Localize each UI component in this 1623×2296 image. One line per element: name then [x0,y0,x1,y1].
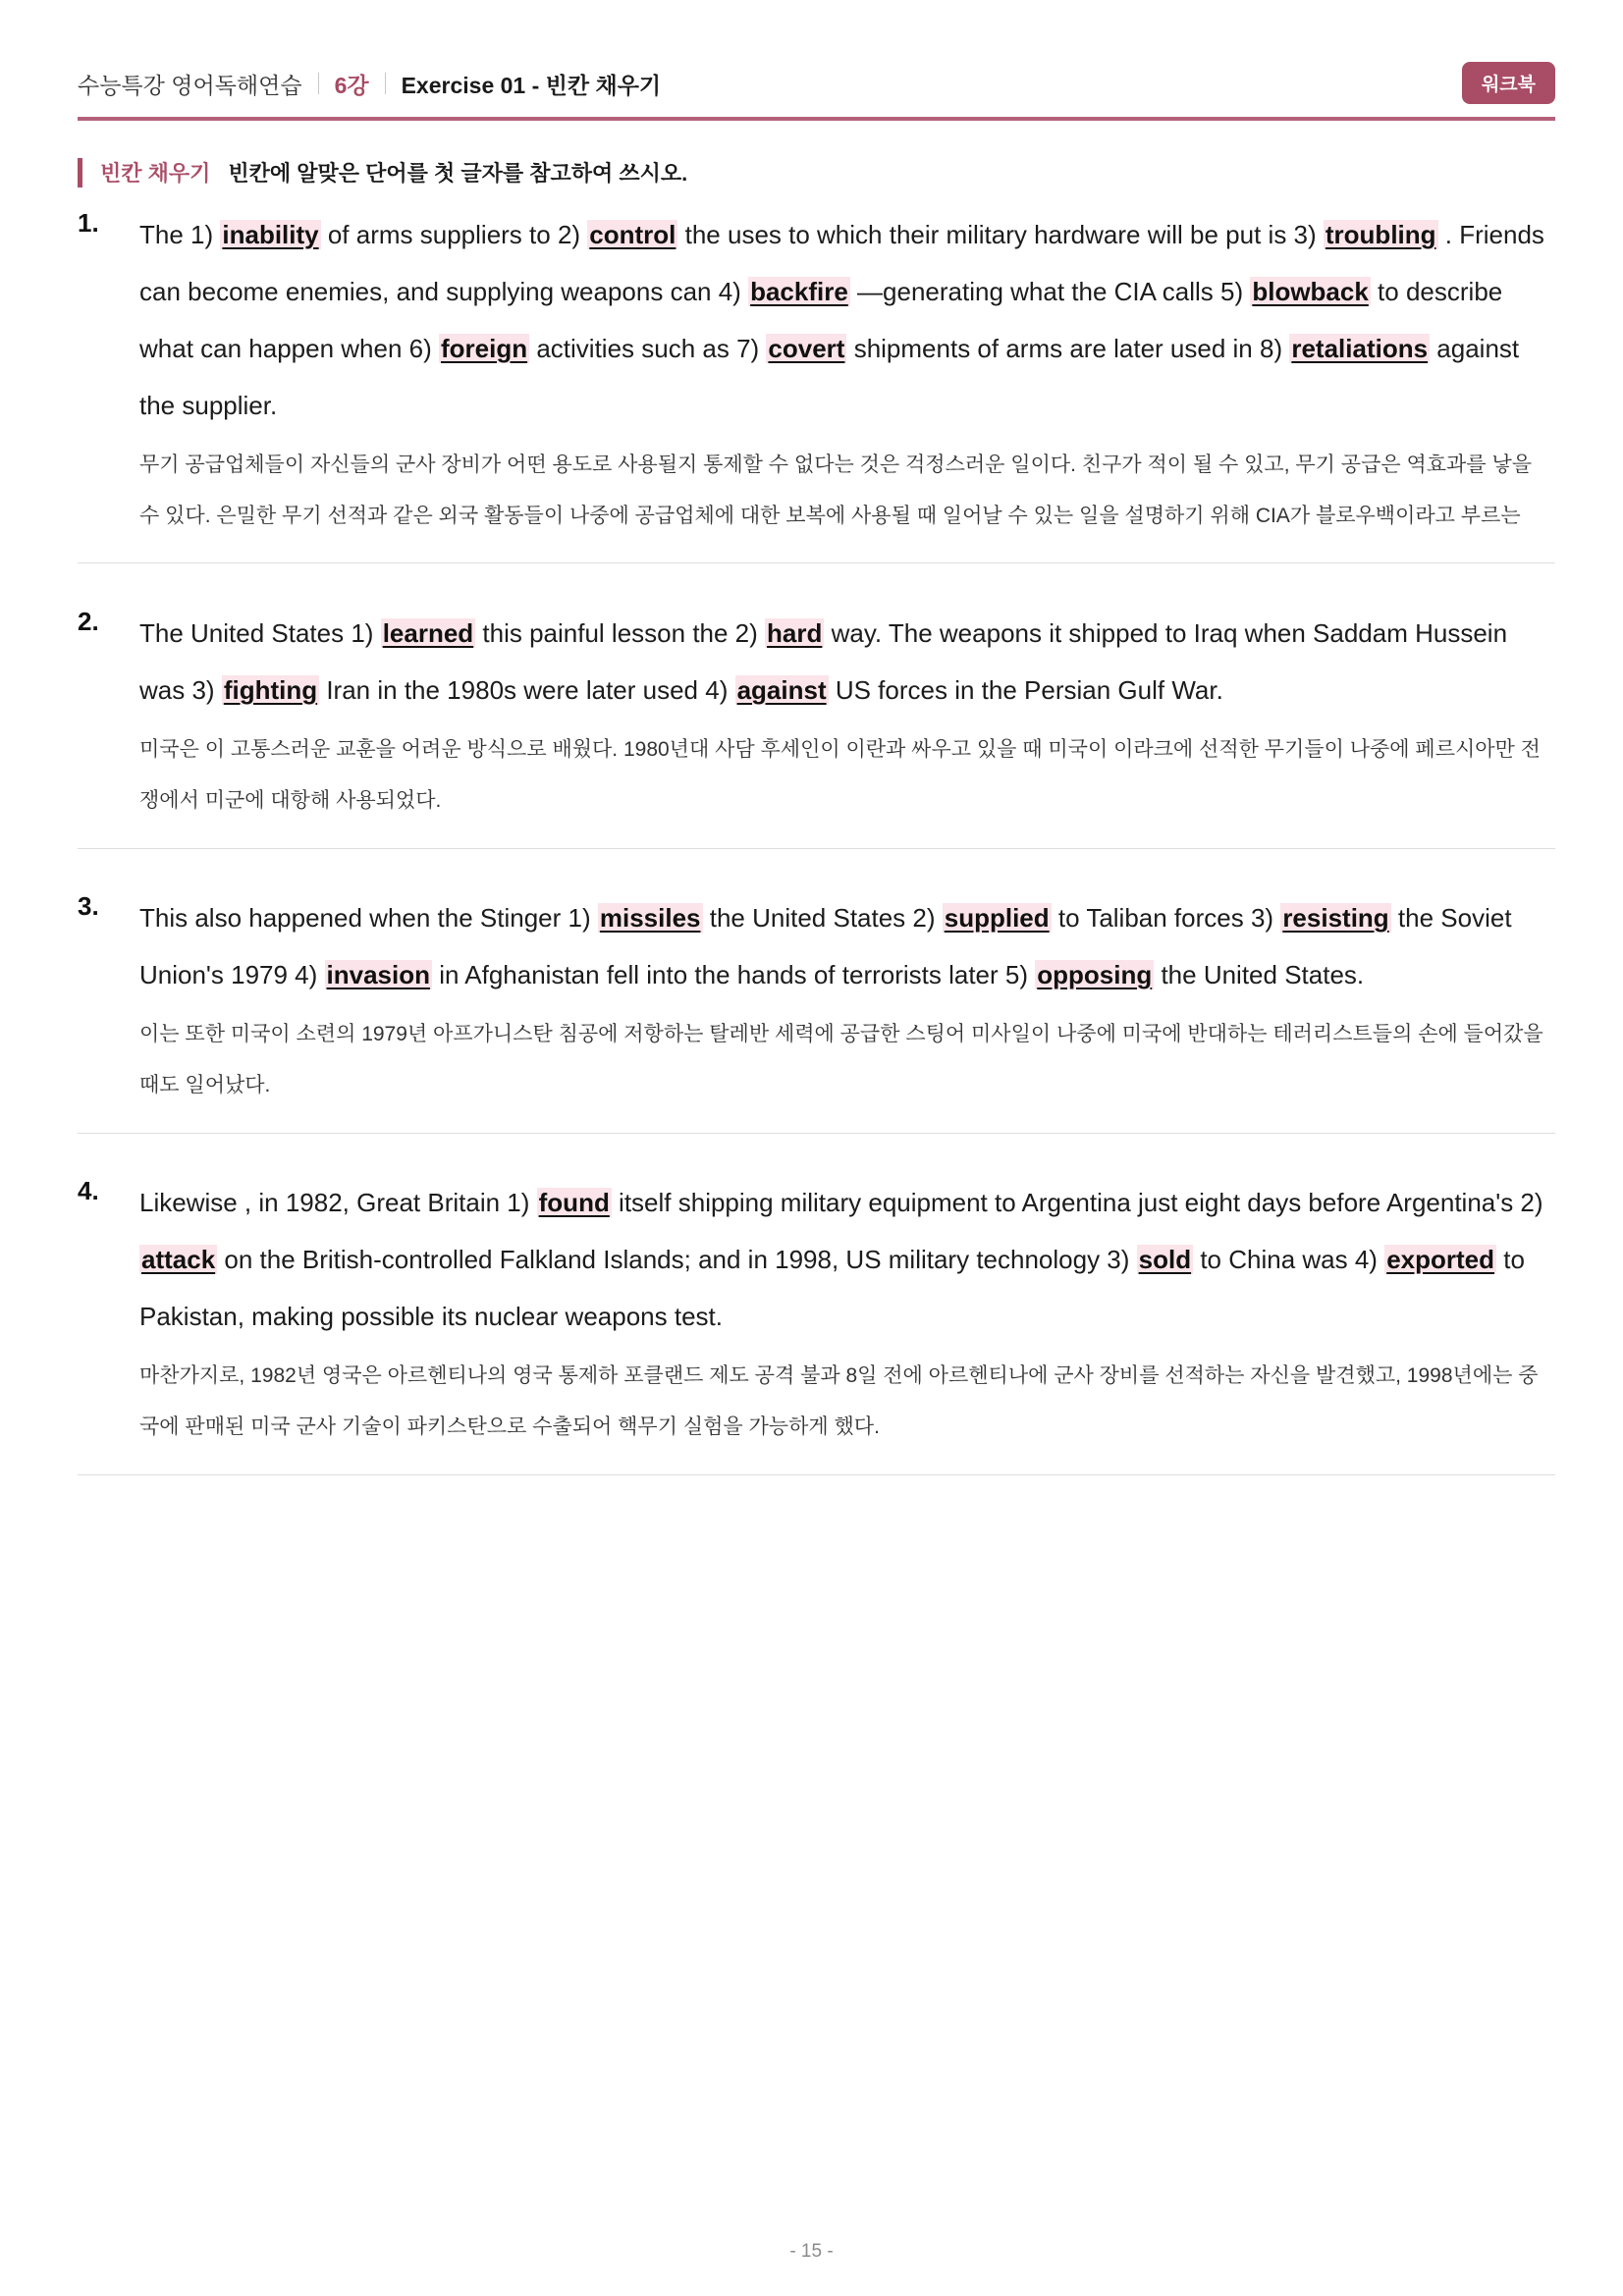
question-passage [139,605,1555,719]
header-rule [78,117,1555,121]
question-4 [78,1174,1555,1453]
passage-text: shipments of arms are later used in 8) [846,334,1290,363]
answer-word: control [589,220,676,249]
passage-text: Iran in the 1980s were later used 4) [319,675,735,705]
answer-word: inability [222,220,319,249]
passage-text: The 1) [139,220,221,249]
answer-word: covert [768,334,845,363]
korean-translation: 이는 또한 미국이 소련의 1979년 아프가니스탄 침공에 저항하는 탈레반 세력에 공급한 스팅어 미사일이 나중에 미국에 반대하는 테러리스트들의 손에 들어갔을 때도 일어났다. [139,1023,1543,1096]
passage-text: the Soviet Union's 1979 4) [139,903,1512,989]
answer-word: troubling [1325,220,1436,249]
answer-word: sold [1138,1245,1192,1274]
instruction-label: 빈칸 채우기 [100,161,211,186]
passage-text: the uses to which their military hardware will be put is 3) [677,220,1324,249]
question-1 [78,206,1555,542]
answer-word: backfire [750,277,848,306]
passage-text: activities such as 7) [529,334,767,363]
question-divider [78,1133,1555,1134]
book-title: 수능특강 영어독해연습 [78,72,302,98]
passage-text: . Friends can become enemies, and supplying weapons can 4) [139,220,1544,306]
answer-word: exported [1386,1245,1494,1274]
question-passage [139,206,1555,434]
passage-text: of arms suppliers to 2) [320,220,588,249]
passage-text: Likewise , in 1982, Great Britain 1) [139,1188,537,1217]
korean-translation: 미국은 이 고통스러운 교훈을 어려운 방식으로 배웠다. 1980년대 사담 후세인이 이란과 싸우고 있을 때 미국이 이라크에 선적한 무기들이 나중에 페르시아만 전쟁에서 미군에 대항해 사용되었다. [139,738,1541,812]
passage-text: US forces in the Persian Gulf War. [828,675,1223,705]
page-number: - 15 - [789,2241,834,2262]
answer-word: fighting [223,675,318,705]
header-divider [385,73,386,94]
page-header [78,59,1555,118]
passage-text: to Pakistan, making possible its nuclear weapons test. [139,1245,1525,1331]
passage-text: the United States. [1154,960,1365,989]
question-3 [78,889,1555,1111]
question-passage [139,889,1555,1003]
lesson-number: 6강 [334,72,369,98]
passage-text: this painful lesson the 2) [475,618,766,648]
answer-word: attack [141,1245,216,1274]
passage-text: the United States 2) [702,903,943,933]
question-number: 3. [78,891,99,921]
passage-text: itself shipping military equipment to Argentina just eight days before Argentina's 2) [611,1188,1543,1217]
passage-text: way. The weapons it shipped to Iraq when Saddam Hussein was 3) [139,618,1508,705]
answer-word: learned [382,618,474,648]
instruction [78,157,687,187]
passage-text: on the British-controlled Falkland Islands; and in 1998, US military technology 3) [217,1245,1137,1274]
answer-word: against [736,675,827,705]
exercise-title: Exercise 01 - 빈칸 채우기 [401,72,662,98]
answer-word: invasion [326,960,431,989]
header-divider [318,73,319,94]
passage-text: to Taliban forces 3) [1051,903,1281,933]
answer-word: hard [767,618,823,648]
question-divider [78,562,1555,563]
answer-word: foreign [441,334,528,363]
answer-word: missiles [599,903,701,933]
passage-text: to China was 4) [1193,1245,1385,1274]
instruction-accent-bar [78,158,82,187]
korean-translation: 무기 공급업체들이 자신들의 군사 장비가 어떤 용도로 사용될지 통제할 수 없다는 것은 걱정스러운 일이다. 친구가 적이 될 수 있고, 무기 공급은 역효과를 낳을 수 있다. 은밀한 무기 선적과 같은 외국 활동들이 나중에 공급업체에 대한 보복에 사용될 때 일어날 수 있는 일을 설명하기 위해 CIA가 블로우백이라고 부르는 [139,454,1533,527]
passage-text: against the supplier. [139,334,1520,420]
question-number: 1. [78,208,99,238]
answer-word: opposing [1037,960,1153,989]
passage-text: This also happened when the Stinger 1) [139,903,598,933]
passage-text: in Afghanistan fell into the hands of terrorists later 5) [432,960,1036,989]
question-number: 2. [78,607,99,636]
korean-translation: 마찬가지로, 1982년 영국은 아르헨티나의 영국 통제하 포클랜드 제도 공격 불과 8일 전에 아르헨티나에 군사 장비를 선적하는 자신을 발견했고, 1998년에는 중국에 판매된 미국 군사 기술이 파키스탄으로 수출되어 핵무기 실험을 가능하게 했다. [139,1364,1539,1438]
answer-word: retaliations [1291,334,1429,363]
instruction-text: 빈칸에 알맞은 단어를 첫 글자를 참고하여 쓰시오. [228,161,688,186]
workbook-badge: 워크북 [1462,62,1555,104]
question-passage [139,1174,1555,1345]
passage-text: —generating what the CIA calls 5) [849,277,1251,306]
answer-word: resisting [1282,903,1389,933]
answer-word: blowback [1252,277,1369,306]
question-2 [78,605,1555,827]
question-number: 4. [78,1176,99,1205]
question-divider [78,1474,1555,1475]
passage-text: to describe what can happen when 6) [139,277,1503,363]
passage-text: The United States 1) [139,618,381,648]
question-divider [78,848,1555,849]
answer-word: found [538,1188,610,1217]
answer-word: supplied [944,903,1050,933]
